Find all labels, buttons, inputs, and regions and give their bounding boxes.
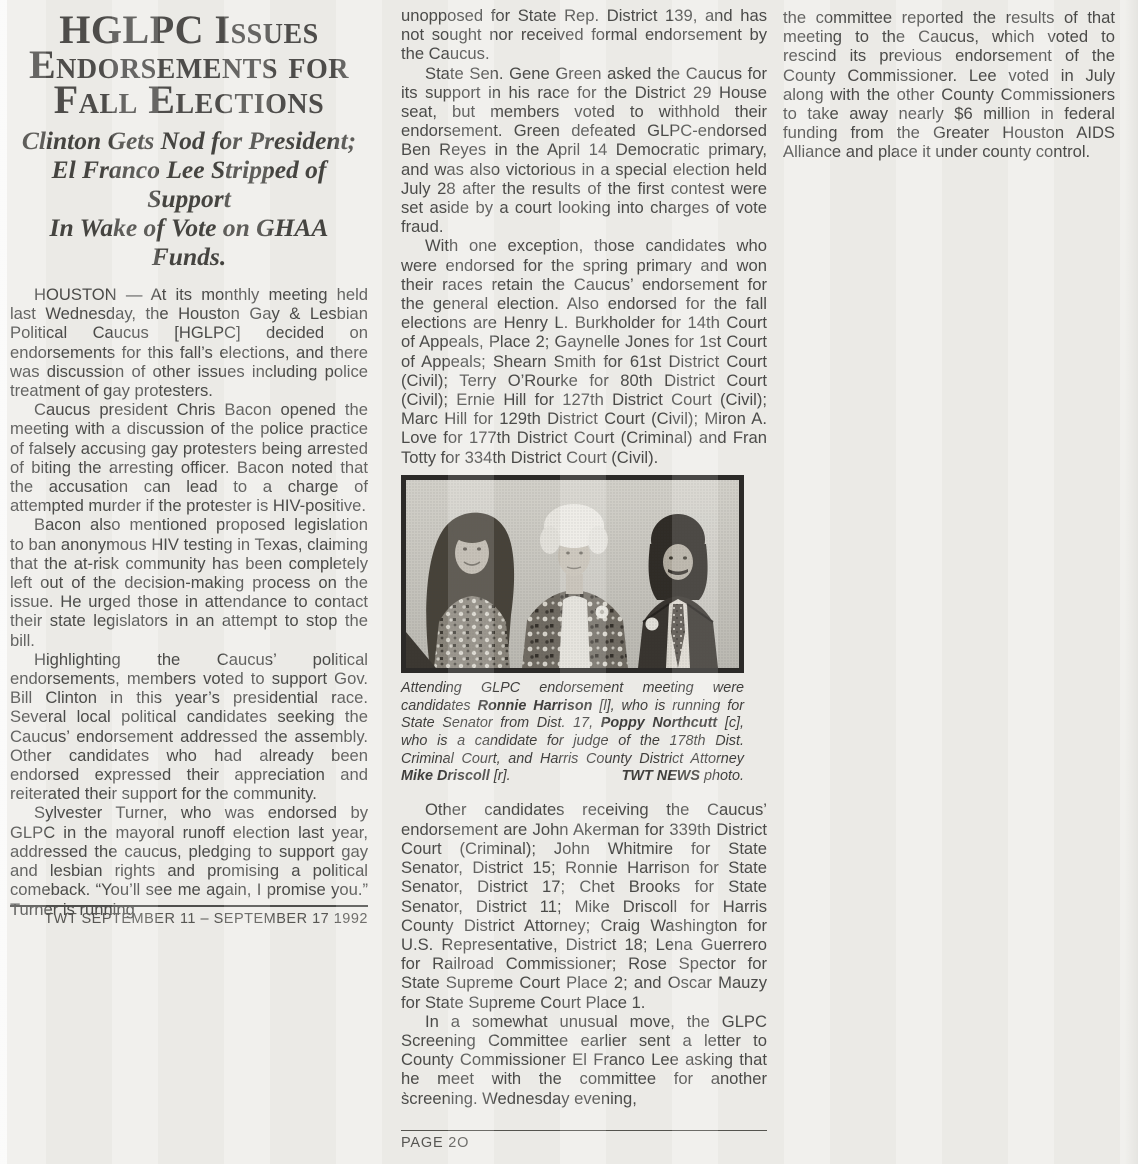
article-paragraph: Sylvester Turner, who was endorsed by GLPC in the mayoral runoff election last year, addressed the caucus, pledging to support gay and lesbian rights and promising a political comeback. “You’ll see me again, I promise you.” Turner is running — [10, 803, 368, 919]
caption-text: [r]. — [489, 768, 511, 785]
caption-text: [c], who is a candidate for judge of the 178th Dist. Criminal Court, and Harris County District Attorney — [401, 715, 745, 767]
scan-edge-right — [1124, 0, 1138, 1164]
photo-credit — [622, 768, 744, 786]
photo-credit-suffix: photo. — [699, 768, 744, 785]
caption-name-mike-driscoll: Mike Driscoll — [401, 768, 490, 785]
headline-line: Endorsements for — [28, 42, 350, 87]
article-subhead — [10, 126, 368, 271]
article-paragraph: the committee reported the results of that meeting to the Caucus, which voted to rescind its previous endorsement of the County Commissioner. Lee voted in July along with the other County Commissioners to take away nearly $6 million in federal funding from the Greater Houston AIDS Alliance and place it under county control. — [783, 8, 1115, 162]
article-body-col1 — [10, 285, 368, 919]
caption-text: Attending GLPC endorsement meeting were candidates — [401, 679, 744, 714]
page-number-footer — [401, 1130, 767, 1151]
caption-text: [l], who is running for State Senator from Dist. 17, — [401, 697, 744, 732]
article-body-col3 — [783, 8, 1115, 162]
page-number-text: PAGE 2O — [401, 1135, 470, 1151]
article-paragraph: Highlighting the Caucus’ political endorsements, members voted to support Gov. Bill Clinton in this year’s presidential race. Several local political candidates seeking the Caucus’ endorsement addressed the assembly. Other candidates who had already been endorsed expressed their appreciation and reiterated their support for the community. — [10, 649, 368, 804]
column-1 — [10, 7, 368, 927]
article-body-col2-top — [401, 6, 767, 467]
article-paragraph: Other candidates receiving the Caucus’ endorsement are John Akerman for 339th District Court (Criminal); John Whitmire for State Senator, District 15; Ronnie Harrison for State Senator, District 17; Chet Brooks for State Senator, District 11; Mike Driscoll for Harris County District Attorney; Craig Washington for U.S. Representative, District 18; Lena Guerrero for Railroad Commissioner; Rose Spector for State Supreme Court Place 2; and Oscar Mauzy for State Supreme Court Place 1. — [401, 800, 767, 1012]
caption-name-poppy-northcutt: Poppy Northcutt — [600, 715, 718, 732]
subhead-line: El Franco Lee Stripped of Support — [51, 155, 327, 213]
issue-date-footer — [10, 905, 368, 927]
article-paragraph: HOUSTON — At its monthly meeting held last Wednesday, the Houston Gay & Lesbian Political Caucus [HGLPC] decided on endorsements for this fall’s elections, and there was discussion of other issues including police treatment of gay protesters. — [10, 285, 368, 401]
article-headline — [10, 7, 368, 122]
subhead-line: In Wake of Vote on GHAA Funds. — [49, 213, 329, 271]
article-body-col2-bottom — [401, 800, 767, 1107]
halftone-overlay — [406, 480, 739, 668]
article-paragraph: With one exception, those candidates who were endorsed for the spring primary and won their races retain the Caucus’ endorsement for the general election. Also endorsed for the fall elections are Henry L. Burkholder for 14th Court of Appeals, Place 2; Gaynelle Jones for 1st Court of Appeals; Shearn Smith for 61st District Court (Civil); Terry O’Rourke for 80th District Court (Civil); Ernie Hill for 127th District Court (Civil); Marc Hill for 129th District Court (Civil); Miron A. Love for 177th District Court (Criminal) and Fran Totty for 334th District Court (Civil). — [401, 236, 767, 467]
subhead-line: Clinton Gets Nod for President; — [21, 126, 357, 155]
photo-caption — [401, 680, 744, 786]
scan-edge-left — [0, 0, 7, 1164]
article-paragraph: State Sen. Gene Green asked the Caucus for its support in his race for the District 29 House seat, but members voted to withhold their endorsement. Green defeated GLPC-endorsed Ben Reyes in the April 14 Democratic primary, and was also victorious in a special election held July 28 after the results of the first contest were set aside by a court looking into charges of vote fraud. — [401, 63, 767, 237]
article-paragraph: Caucus president Chris Bacon opened the meeting with a discussion of the police practice of falsely accusing gay protesters being arrested of biting the arresting officer. Bacon noted that the accusation can lead to a charge of attempted murder if the protester is HIV-positive. — [10, 400, 368, 516]
news-photo — [401, 475, 744, 673]
column-3 — [783, 8, 1115, 162]
caption-name-ronnie-harrison: Ronnie Harrison — [477, 697, 593, 714]
endorsement-meeting-photo — [406, 480, 739, 668]
headline-line: HGLPC Issues — [59, 7, 319, 52]
photo-credit-source: TWT NEWS — [621, 768, 700, 785]
article-paragraph: unopposed for State Rep. District 139, and has not sought nor received formal endorsement by the Caucus. — [401, 6, 767, 64]
article-paragraph: In a somewhat unusual move, the GLPC Screening Committee earlier sent a letter to County Commissioner El Franco Lee asking that he meet with the committee for another s̀creening. Wednesday evening, — [401, 1011, 767, 1108]
issue-date-text: TWT SEPTEMBER 11 – SEPTEMBER 17 1992 — [44, 911, 368, 927]
article-paragraph: Bacon also mentioned proposed legislation to ban anonymous HIV testing in Texas, claiming that the at-risk community has been completely left out of the decision-making process on the issue. He urged those in attendance to contact their state legislators in an attempt to stop the bill. — [10, 515, 368, 650]
column-2 — [401, 6, 767, 1158]
headline-line: Fall Elections — [53, 77, 325, 122]
